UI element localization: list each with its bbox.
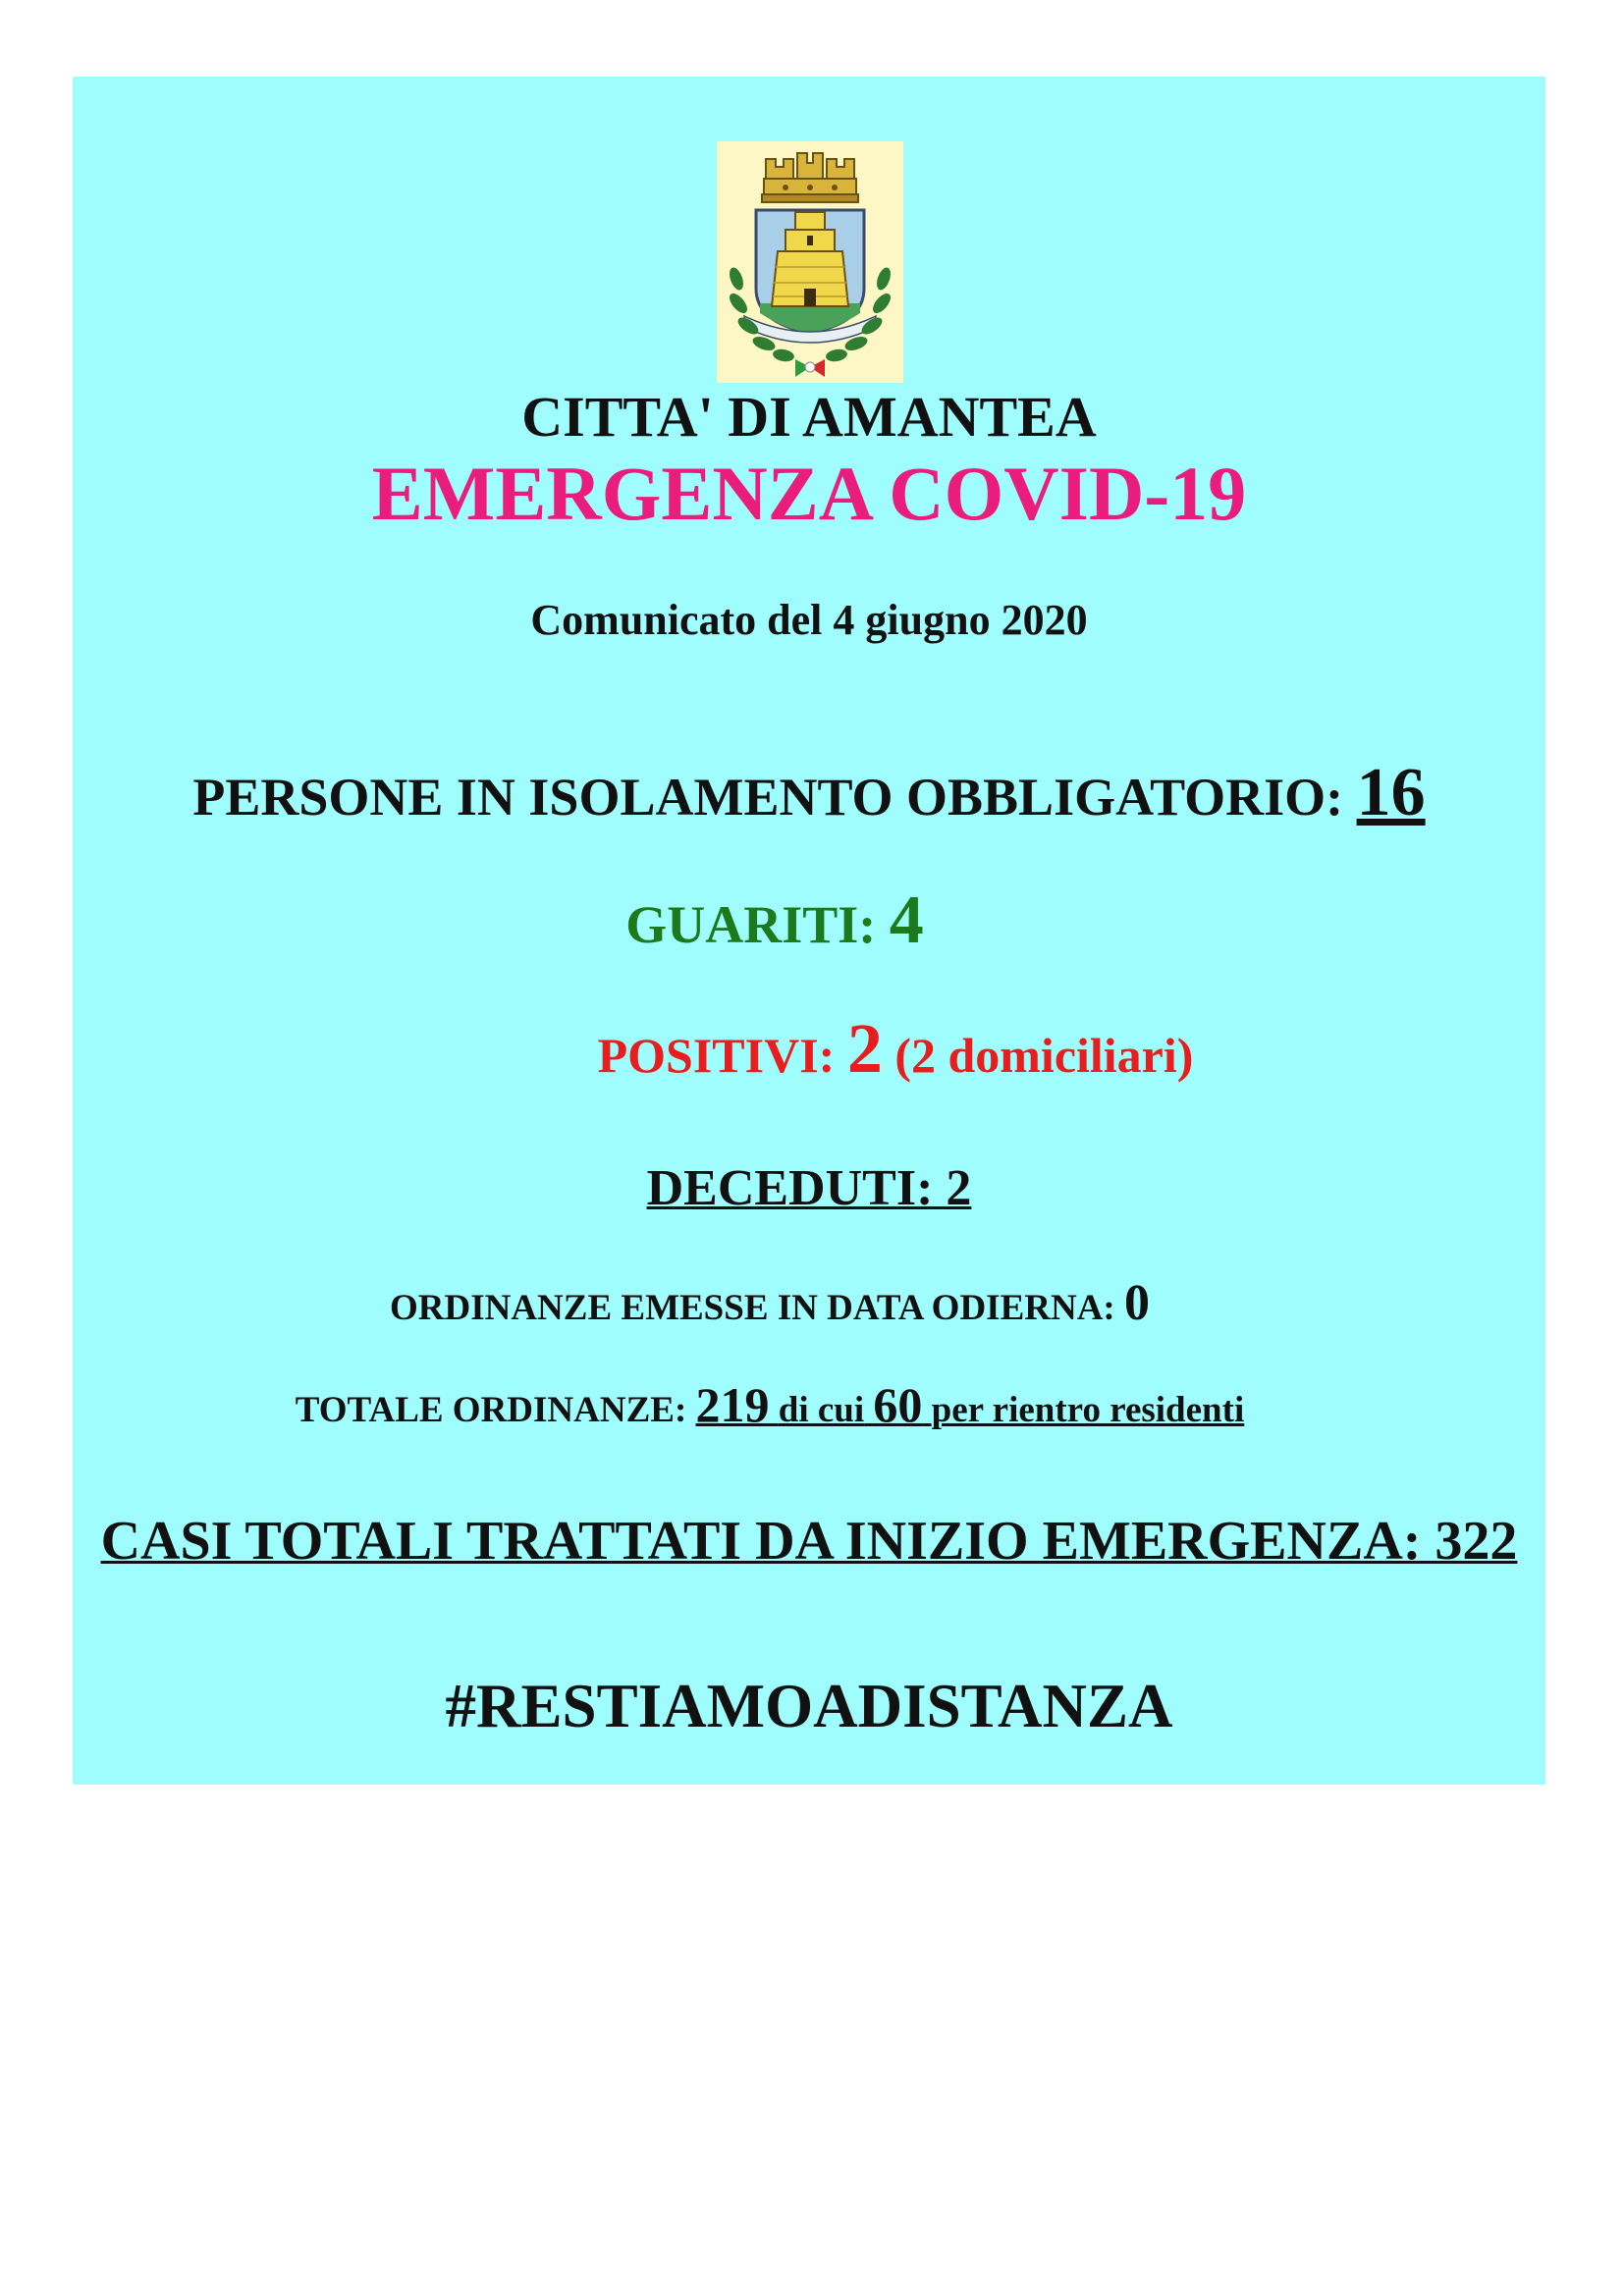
deceased-line: DECEDUTI: 2 xyxy=(646,1160,972,1216)
orders-total-label: TOTALE ORDINANZE: xyxy=(295,1390,687,1430)
isolation-line xyxy=(73,754,1545,836)
positive-value: 2 xyxy=(846,1009,883,1088)
isolation-value: 16 xyxy=(1356,755,1426,830)
recovered-line xyxy=(73,877,1545,969)
positive-line xyxy=(73,1004,1545,1099)
hashtag: #RESTIAMOADISTANZA xyxy=(445,1672,1173,1740)
orders-total-mid: di cui xyxy=(778,1390,865,1430)
positive-label: POSITIVI: xyxy=(597,1028,836,1083)
orders-today-label: ORDINANZE EMESSE IN DATA ODIERNA: xyxy=(390,1288,1115,1328)
city-coat-of-arms-logo xyxy=(717,141,903,383)
orders-today-line xyxy=(73,1269,1545,1343)
orders-total-line xyxy=(73,1370,1545,1445)
orders-returns-value: 60 xyxy=(873,1377,923,1432)
communique-date: Comunicato del 4 giugno 2020 xyxy=(530,596,1088,644)
isolation-label: PERSONE IN ISOLAMENTO OBBLIGATORIO: xyxy=(192,768,1344,827)
bulletin-panel xyxy=(73,77,1545,1785)
orders-returns-text: per rientro residenti xyxy=(931,1390,1245,1430)
emergency-title: EMERGENZA COVID-19 xyxy=(371,451,1247,536)
orders-today-value: 0 xyxy=(1124,1275,1150,1331)
positive-note: (2 domiciliari) xyxy=(894,1028,1194,1083)
city-name: CITTA' DI AMANTEA xyxy=(521,385,1097,449)
recovered-label: GUARITI: xyxy=(625,895,877,954)
orders-total-value: 219 xyxy=(695,1377,770,1432)
tricolor-bow-icon xyxy=(795,359,825,377)
total-cases-line: CASI TOTALI TRATTATI DA INIZIO EMERGENZA: 322 xyxy=(100,1511,1518,1572)
recovered-value: 4 xyxy=(889,882,924,958)
coat-of-arms-emblem xyxy=(717,141,903,383)
crown-icon xyxy=(762,153,858,202)
